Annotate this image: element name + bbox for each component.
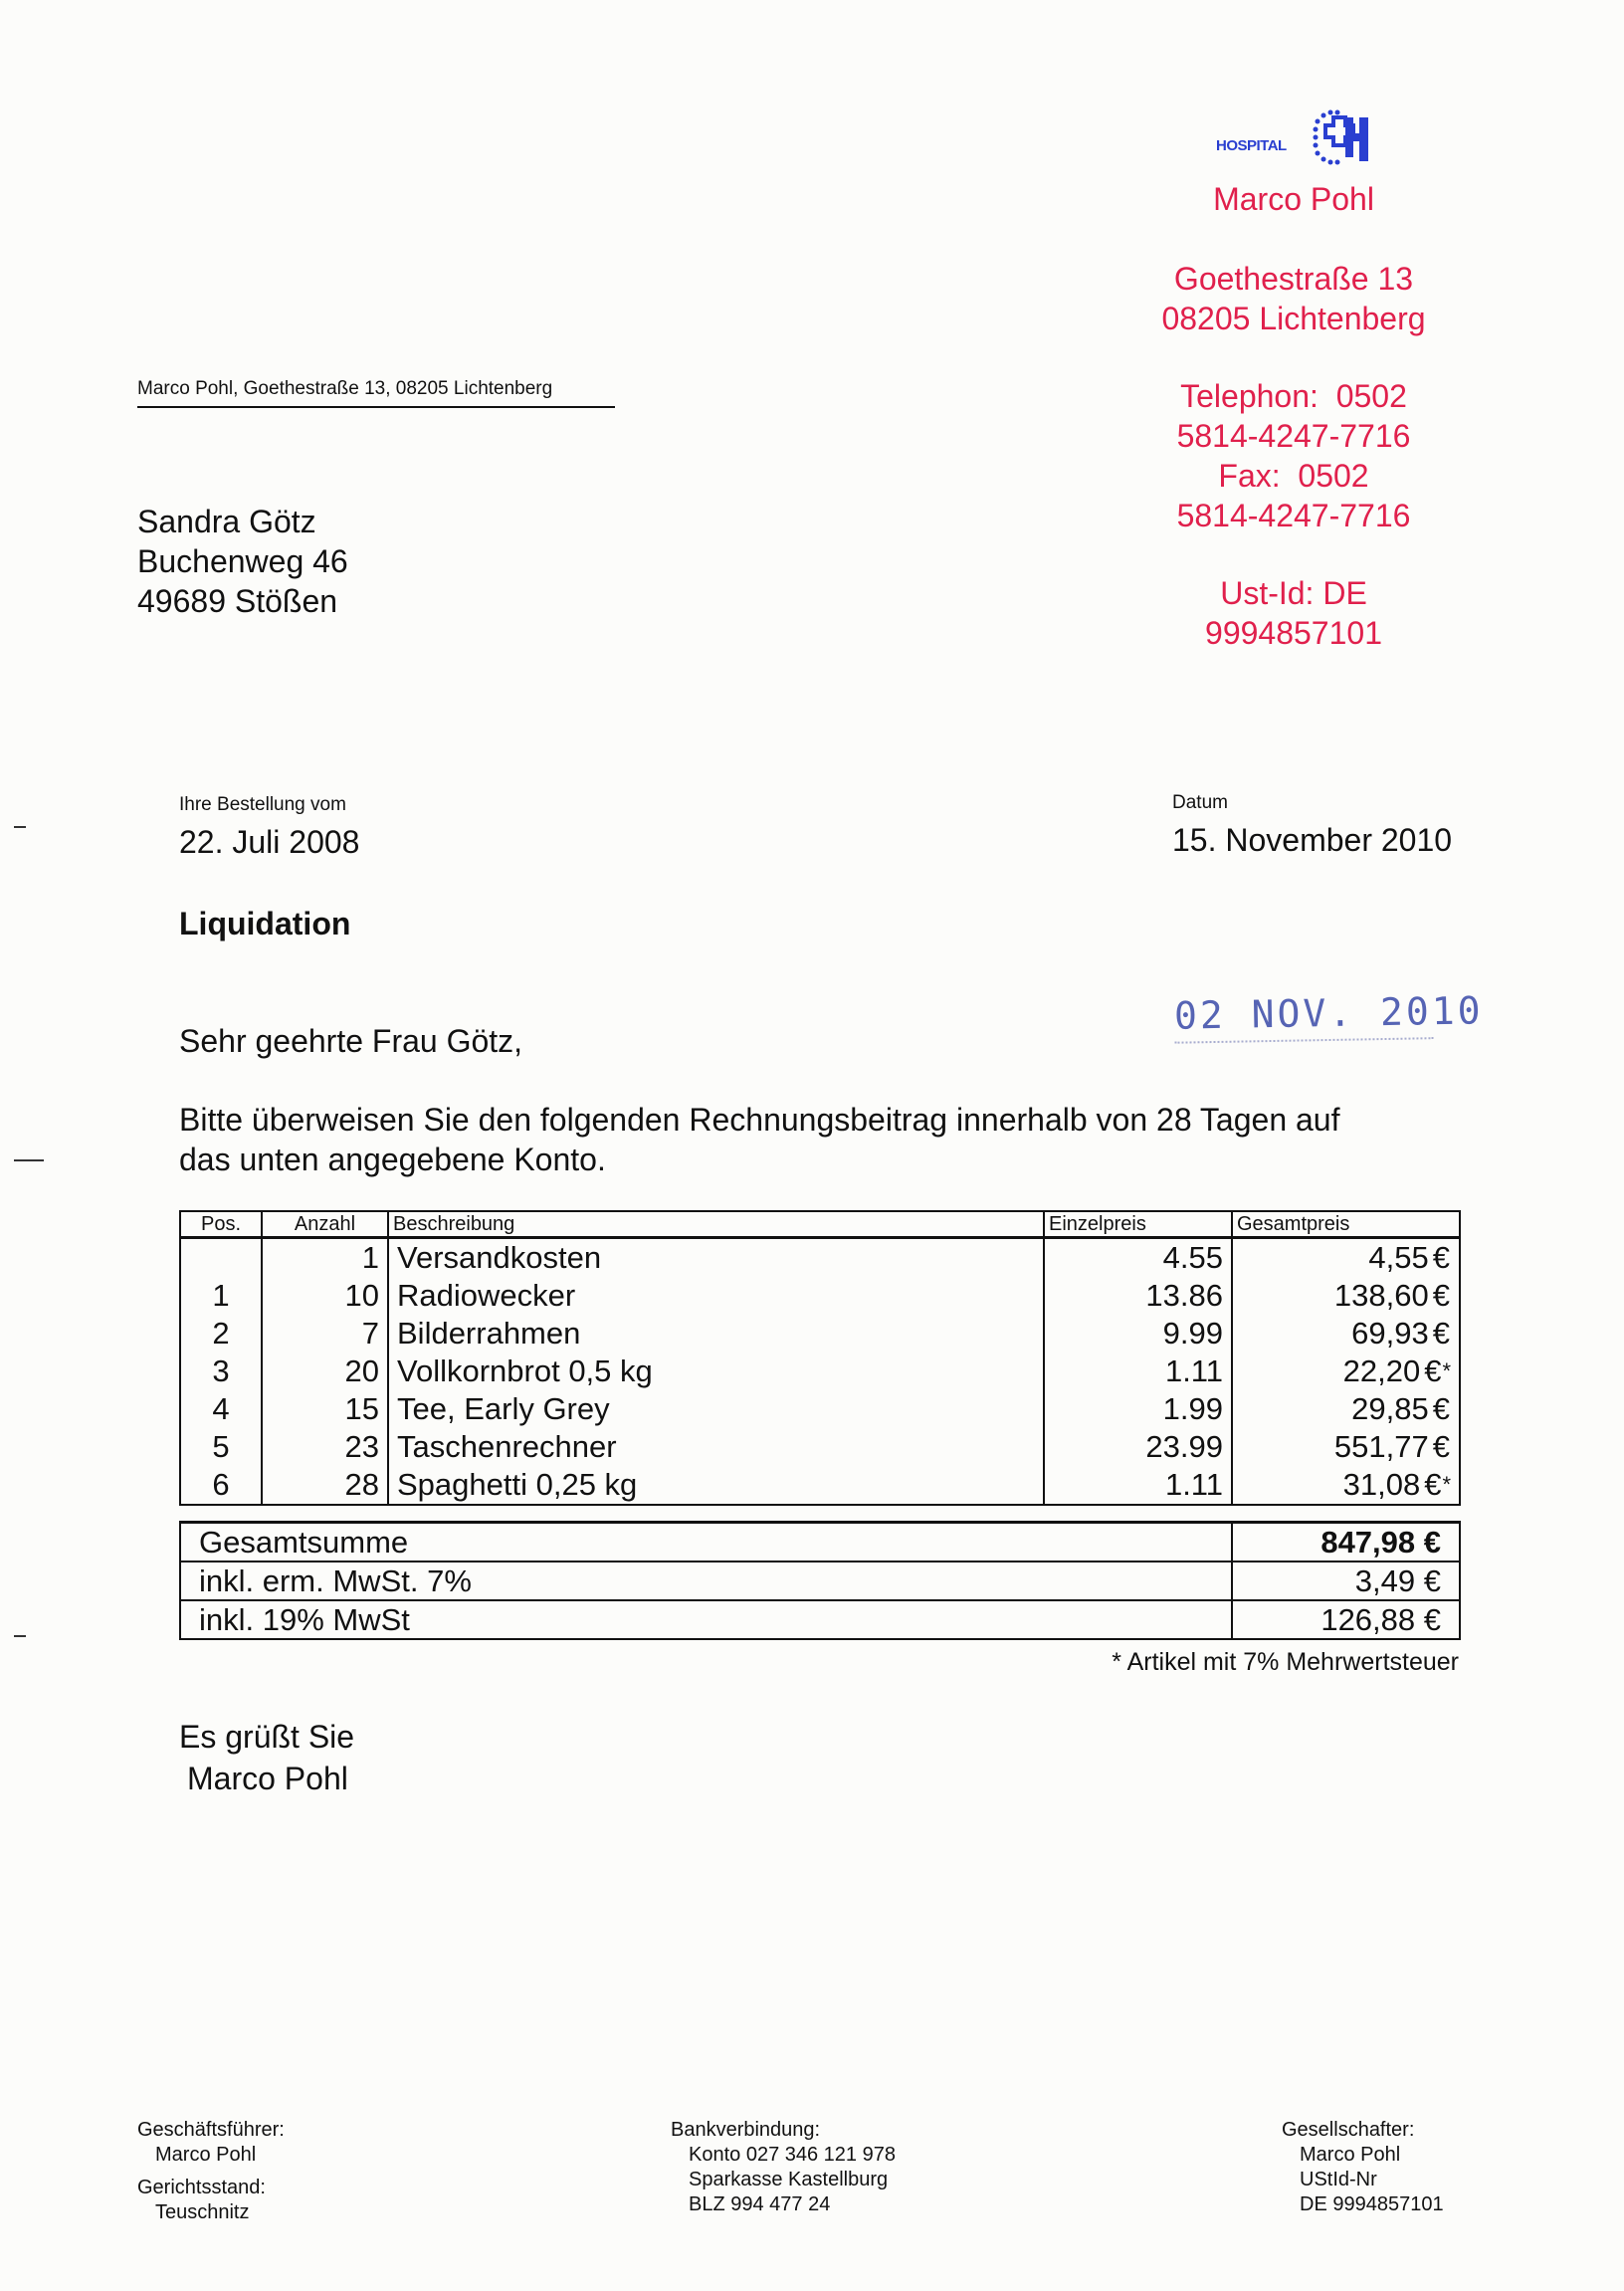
- cell-einzelpreis: 1.11: [1044, 1353, 1232, 1390]
- fax-label: Fax:: [1218, 458, 1281, 494]
- cell-beschreibung: Versandkosten: [388, 1238, 1044, 1278]
- cell-anzahl: 1: [262, 1238, 388, 1278]
- invoice-totals-table: [179, 1521, 1461, 1640]
- cell-anzahl: 15: [262, 1390, 388, 1428]
- cell-anzahl: 7: [262, 1315, 388, 1353]
- fold-mark-top: [14, 826, 26, 828]
- footer-management: [137, 2118, 285, 2225]
- table-row: [180, 1428, 1460, 1466]
- vat19-label: inkl. 19% MwSt: [180, 1600, 1232, 1639]
- hospital-cross-icon: [1304, 107, 1383, 167]
- cell-beschreibung: Vollkornbrot 0,5 kg: [388, 1353, 1044, 1390]
- sender-fax-number: 5814-4247-7716: [1176, 498, 1411, 533]
- total-value: 847,98 €: [1232, 1523, 1460, 1562]
- cell-gesamtpreis: [1232, 1390, 1460, 1428]
- ustid-line1: DE: [1322, 575, 1367, 611]
- cell-pos: 6: [180, 1466, 262, 1505]
- cell-gesamtpreis: [1232, 1428, 1460, 1466]
- gesamtpreis-value: 4,55: [1368, 1240, 1429, 1275]
- received-stamp: [1174, 988, 1484, 1037]
- closing-signature: Marco Pohl: [187, 1761, 348, 1796]
- recipient-name: Sandra Götz: [137, 504, 316, 539]
- cell-beschreibung: Radiowecker: [388, 1277, 1044, 1315]
- invoice-items-table: [179, 1210, 1461, 1506]
- gesamtpreis-value: 138,60: [1333, 1278, 1429, 1313]
- footer-gf-label: Geschäftsführer:: [137, 2119, 285, 2141]
- cell-gesamtpreis: [1232, 1466, 1460, 1505]
- vat-mark: *: [1442, 1358, 1451, 1383]
- cell-beschreibung: Spaghetti 0,25 kg: [388, 1466, 1044, 1505]
- hospital-logo: HOSPITAL: [1209, 107, 1378, 167]
- recipient-city: 49689 Stößen: [137, 583, 338, 619]
- table-row: [180, 1466, 1460, 1505]
- cell-einzelpreis: 4.55: [1044, 1238, 1232, 1278]
- footer-bank-name: Sparkasse Kastellburg: [689, 2169, 889, 2190]
- currency-symbol: €: [1432, 1316, 1450, 1351]
- table-row: [180, 1353, 1460, 1390]
- gesamtpreis-value: 31,08: [1342, 1467, 1421, 1502]
- footer-partners: [1282, 2118, 1444, 2217]
- gesamtpreis-value: 551,77: [1333, 1429, 1429, 1464]
- sender-telephon: [1105, 376, 1483, 416]
- closing-greeting: Es grüßt Sie: [179, 1719, 355, 1755]
- header-anzahl: Anzahl: [262, 1211, 388, 1238]
- cell-einzelpreis: 1.11: [1044, 1466, 1232, 1505]
- order-date-label: Ihre Bestellung vom: [179, 794, 346, 815]
- sender-fax: [1105, 456, 1483, 496]
- vat19-value: 126,88 €: [1232, 1600, 1460, 1639]
- sender-ustid-number: 9994857101: [1205, 615, 1382, 651]
- footer-ges-ustid-label: UStId-Nr: [1300, 2169, 1377, 2190]
- currency-symbol: €: [1432, 1240, 1450, 1275]
- cell-anzahl: 28: [262, 1466, 388, 1505]
- cell-pos: 1: [180, 1277, 262, 1315]
- currency-symbol: €: [1432, 1429, 1450, 1464]
- footer-gs-value: Teuschnitz: [155, 2201, 250, 2223]
- cell-gesamtpreis: [1232, 1277, 1460, 1315]
- header-beschreibung: Beschreibung: [388, 1211, 1044, 1238]
- order-date-value: 22. Juli 2008: [179, 824, 360, 860]
- currency-symbol: €: [1424, 1467, 1442, 1502]
- cell-pos: 5: [180, 1428, 262, 1466]
- footer-bank-label: Bankverbindung:: [671, 2119, 821, 2141]
- total-row: [180, 1523, 1460, 1562]
- cell-anzahl: 20: [262, 1353, 388, 1390]
- currency-symbol: €: [1432, 1391, 1450, 1426]
- cell-einzelpreis: 1.99: [1044, 1390, 1232, 1428]
- intro-text: [179, 1100, 1473, 1179]
- sender-street: Goethestraße 13: [1173, 261, 1414, 297]
- cell-pos: [180, 1238, 262, 1278]
- intro-line-2: das unten angegebene Konto.: [179, 1142, 606, 1177]
- recipient-street: Buchenweg 46: [137, 543, 348, 579]
- footer-gf-value: Marco Pohl: [155, 2144, 257, 2166]
- sender-ustid: [1105, 573, 1483, 613]
- footer-bank: [671, 2118, 896, 2217]
- return-address: Marco Pohl, Goethestraße 13, 08205 Lichtenberg: [137, 378, 615, 408]
- footer-bank-konto: Konto 027 346 121 978: [689, 2144, 896, 2166]
- vat-mark: *: [1442, 1472, 1451, 1497]
- footer-ges-label: Gesellschafter:: [1282, 2119, 1415, 2141]
- currency-symbol: €: [1432, 1278, 1450, 1313]
- cell-beschreibung: Bilderrahmen: [388, 1315, 1044, 1353]
- telephon-label: Telephon:: [1180, 378, 1319, 414]
- footer-gs-label: Gerichtsstand:: [137, 2177, 266, 2198]
- total-label: Gesamtsumme: [180, 1523, 1232, 1562]
- stamp-text: 02 NOV. 2010: [1173, 988, 1484, 1038]
- vat7-label: inkl. erm. MwSt. 7%: [180, 1562, 1232, 1600]
- telephon-line1: 0502: [1335, 378, 1407, 414]
- table-row: [180, 1238, 1460, 1278]
- cell-pos: 3: [180, 1353, 262, 1390]
- cell-einzelpreis: 23.99: [1044, 1428, 1232, 1466]
- vat-footnote: * Artikel mit 7% Mehrwertsteuer: [1112, 1648, 1459, 1676]
- header-pos: Pos.: [180, 1211, 262, 1238]
- table-header-row: [180, 1211, 1460, 1238]
- cell-gesamtpreis: [1232, 1238, 1460, 1278]
- ustid-label: Ust-Id:: [1220, 575, 1315, 611]
- sender-telephon-number: 5814-4247-7716: [1176, 418, 1411, 454]
- vat19-row: [180, 1600, 1460, 1639]
- cell-beschreibung: Tee, Early Grey: [388, 1390, 1044, 1428]
- footer-bank-blz: BLZ 994 477 24: [689, 2193, 831, 2215]
- salutation: Sehr geehrte Frau Götz,: [179, 1023, 523, 1059]
- vat7-value: 3,49 €: [1232, 1562, 1460, 1600]
- footer-ges-name: Marco Pohl: [1300, 2144, 1401, 2166]
- fold-mark-middle: [14, 1159, 44, 1161]
- recipient-address: [137, 502, 348, 621]
- table-row: [180, 1390, 1460, 1428]
- gesamtpreis-value: 69,93: [1351, 1316, 1429, 1351]
- sender-name: Marco Pohl: [1213, 181, 1374, 217]
- stamp-dots: [1174, 1037, 1433, 1044]
- fold-mark-bottom: [14, 1635, 26, 1637]
- document-date-value: 15. November 2010: [1172, 822, 1453, 858]
- cell-einzelpreis: 9.99: [1044, 1315, 1232, 1353]
- cell-anzahl: 10: [262, 1277, 388, 1315]
- footer-ges-ustid: DE 9994857101: [1300, 2193, 1444, 2215]
- document-date-label: Datum: [1172, 792, 1228, 813]
- cell-gesamtpreis: [1232, 1353, 1460, 1390]
- header-einzelpreis: Einzelpreis: [1044, 1211, 1232, 1238]
- gesamtpreis-value: 29,85: [1351, 1391, 1429, 1426]
- table-row: [180, 1277, 1460, 1315]
- cell-anzahl: 23: [262, 1428, 388, 1466]
- closing: [179, 1716, 354, 1799]
- gesamtpreis-value: 22,20: [1342, 1354, 1421, 1388]
- document-title: Liquidation: [179, 906, 351, 941]
- cell-gesamtpreis: [1232, 1315, 1460, 1353]
- sender-city: 08205 Lichtenberg: [1161, 301, 1426, 336]
- intro-line-1: Bitte überweisen Sie den folgenden Rechnungsbeitrag innerhalb von 28 Tagen auf: [179, 1102, 1340, 1138]
- fax-line1: 0502: [1298, 458, 1369, 494]
- currency-symbol: €: [1424, 1354, 1442, 1388]
- cell-beschreibung: Taschenrechner: [388, 1428, 1044, 1466]
- vat7-row: [180, 1562, 1460, 1600]
- cell-einzelpreis: 13.86: [1044, 1277, 1232, 1315]
- cell-pos: 4: [180, 1390, 262, 1428]
- header-gesamtpreis: Gesamtpreis: [1232, 1211, 1460, 1238]
- cell-pos: 2: [180, 1315, 262, 1353]
- table-row: [180, 1315, 1460, 1353]
